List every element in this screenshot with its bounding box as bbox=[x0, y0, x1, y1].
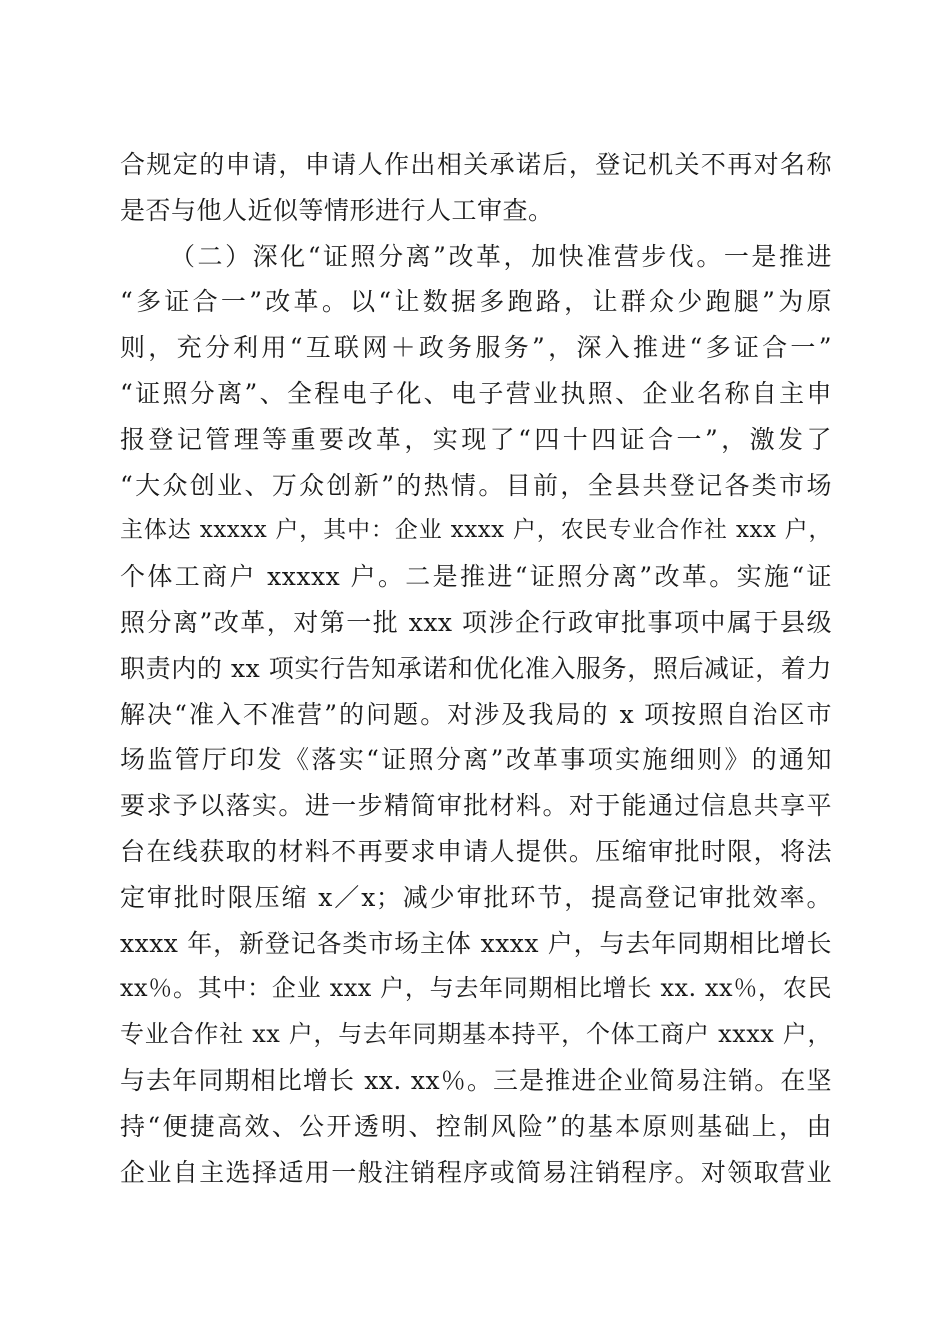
text-line: “多证合一”改革。以“让数据多跑路，让群众少跑腿”为原 bbox=[120, 287, 832, 317]
text-line: 合规定的申请，申请人作出相关承诺后，登记机关不再对名称 bbox=[120, 150, 832, 179]
text-line: xx％。其中：企业 xxx 户，与去年同期相比增长 xx. xx％，农民 bbox=[120, 974, 832, 1003]
text-line: 个体工商户 xxxxx 户。二是推进“证照分离”改革。实施“证 bbox=[120, 562, 832, 592]
text-line: 台在线获取的材料不再要求申请人提供。压缩审批时限，将法 bbox=[120, 836, 832, 866]
text-line: 企业自主选择适用一般注销程序或简易注销程序。对领取营业 bbox=[120, 1157, 832, 1187]
text-line: 报登记管理等重要改革，实现了“四十四证合一”，激发了 bbox=[120, 424, 832, 454]
section-heading-line: （二）深化“证照分离”改革，加快准营步伐。一是推进 bbox=[170, 241, 832, 271]
text-line: 场监管厅印发《落实“证照分离”改革事项实施细则》的通知 bbox=[120, 745, 832, 775]
text-line: 主体达 xxxxx 户，其中：企业 xxxx 户，农民专业合作社 xxx 户， bbox=[120, 517, 832, 544]
text-line: “证照分离”、全程电子化、电子营业执照、企业名称自主申 bbox=[120, 378, 832, 408]
text-line: 解决“准入不准营”的问题。对涉及我局的 x 项按照自治区市 bbox=[120, 699, 832, 729]
text-line: 与去年同期相比增长 xx. xx％。三是推进企业简易注销。在坚 bbox=[120, 1065, 832, 1095]
text-line: 照分离”改革，对第一批 xxx 项涉企行政审批事项中属于县级 bbox=[120, 607, 832, 637]
text-line: 要求予以落实。进一步精简审批材料。对于能通过信息共享平 bbox=[120, 791, 832, 821]
text-line: 则，充分利用“互联网＋政务服务”，深入推进“多证合一” bbox=[120, 333, 832, 363]
body-text bbox=[120, 142, 832, 1195]
text-line: 是否与他人近似等情形进行人工审查。 bbox=[120, 195, 554, 225]
text-line: 职责内的 xx 项实行告知承诺和优化准入服务，照后减证，着力 bbox=[120, 653, 832, 683]
text-line: 定审批时限压缩 x／x；减少审批环节，提高登记审批效率。 bbox=[120, 882, 832, 912]
text-line: 专业合作社 xx 户，与去年同期基本持平，个体工商户 xxxx 户， bbox=[120, 1020, 832, 1049]
text-line: xxxx 年，新登记各类市场主体 xxxx 户，与去年同期相比增长 bbox=[120, 928, 832, 958]
text-line: “大众创业、万众创新”的热情。目前，全县共登记各类市场 bbox=[120, 470, 832, 500]
text-line: 持“便捷高效、公开透明、控制风险”的基本原则基础上，由 bbox=[120, 1111, 832, 1141]
